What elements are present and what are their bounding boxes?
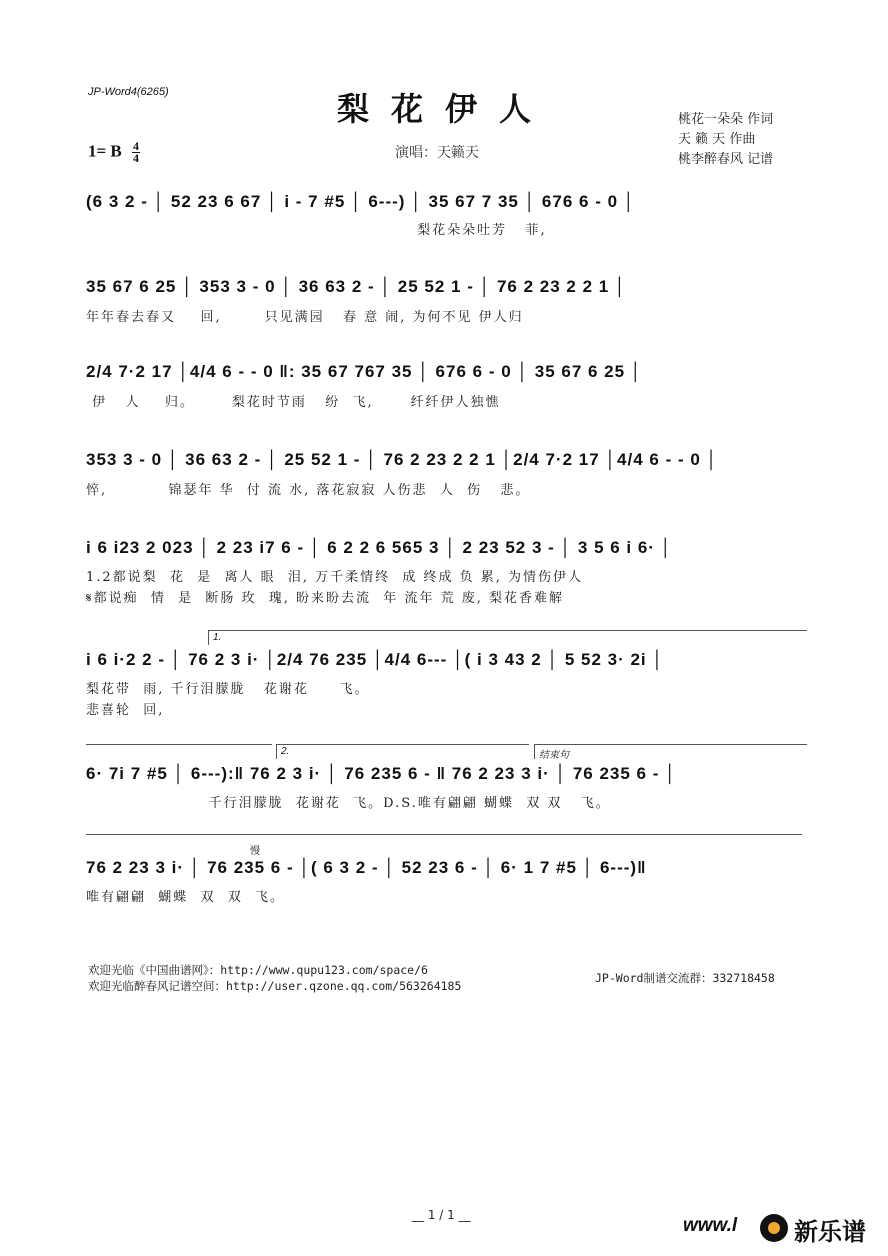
notation: 6· 7i 7 #5 │ 6---):‖ 76 2 3 i· │ 76 235 6 - ‖ 76 2 23 3 i· │ 76 235 6 - │	[86, 764, 677, 783]
vinyl-record-icon	[760, 1214, 788, 1242]
ending-label: 结束句	[539, 750, 569, 761]
volta-label: 1.	[213, 632, 222, 643]
lyric-line: 梨花朵朵吐芳 菲,	[86, 223, 547, 238]
song-title: 梨花伊人	[336, 90, 553, 128]
key-signature	[88, 141, 140, 164]
lyric-line-2: 𝄋都说痴 情 是 断肠 玫 瑰, 盼来盼去流 年 流年 荒 废, 梨花香难解	[86, 591, 564, 606]
lyricist: 桃花一朵朵 作词	[678, 112, 774, 127]
lyric-line: 年年春去春又 回, 只见满园 春 意 闹, 为何不见 伊人归	[86, 310, 524, 325]
page-number: __ 1 / 1 __	[412, 1208, 471, 1222]
credits	[678, 110, 773, 170]
volta-bracket-1	[208, 630, 807, 645]
lyric-line-1: 1.2都说梨 花 是 离人 眼 泪, 万千柔情终 成 终成 负 累, 为情伤伊人	[86, 570, 584, 585]
brand-url: www.l	[683, 1215, 738, 1236]
lyric-line: 唯有翩翩 蝴蝶 双 双 飞。	[86, 890, 286, 905]
time-sig-top: 4	[133, 139, 140, 153]
composer: 天 籁 天 作曲	[678, 132, 756, 147]
qq-group: JP-Word制谱交流群：332718458	[595, 971, 775, 985]
time-signature	[132, 141, 140, 164]
volta-bracket-2	[276, 744, 529, 759]
lyric-line: 伊 人 归。 梨花时节雨 纷 飞, 纤纤伊人独憔	[86, 395, 501, 410]
ending-bracket	[534, 744, 807, 759]
notation: i 6 i·2 2 - │ 76 2 3 i· │2/4 76 235 │4/4 6--- │( i 3 43 2 │ 5 52 3· 2i │	[86, 650, 664, 669]
key-text: 1= B	[88, 141, 122, 161]
ending-continuation	[86, 834, 802, 835]
singer: 演唱：天籁天	[395, 145, 479, 161]
notation: 76 2 23 3 i· │ 76 235 6 - │( 6 3 2 - │ 52 23 6 - │ 6· 1 7 #5 │ 6---)‖	[86, 858, 647, 877]
lyric-line: 千行泪朦胧 花谢花 飞。D.S.唯有翩翩 蝴蝶 双 双 飞。	[86, 796, 611, 811]
brand-name: 新乐谱	[794, 1218, 866, 1246]
notation: 353 3 - 0 │ 36 63 2 - │ 25 52 1 - │ 76 2 23 2 2 1 │2/4 7·2 17 │4/4 6 - - 0 │	[86, 450, 719, 469]
footer-link-qupu[interactable]: 欢迎光临《中国曲谱网》：http://www.qupu123.com/space/6	[88, 963, 428, 977]
time-sig-bottom: 4	[133, 151, 140, 165]
volta-label: 2.	[281, 746, 290, 757]
tempo-mark: 慢	[250, 846, 260, 857]
software-label: JP-Word4(6265)	[88, 86, 169, 98]
footer-link-qzone[interactable]: 欢迎光临醉春风记谱空间：http://user.qzone.qq.com/563264185	[88, 979, 462, 993]
volta-continuation	[86, 744, 272, 745]
lyric-line: 悴, 锦瑟年 华 付 流 水, 落花寂寂 人伤悲 人 伤 悲。	[86, 483, 531, 498]
lyric-line-2: 悲喜轮 回,	[86, 703, 165, 718]
transcriber: 桃李醉春风 记谱	[678, 152, 774, 167]
notation: (6 3 2 - │ 52 23 6 67 │ i - 7 #5 │ 6---) │ 35 67 7 35 │ 676 6 - 0 │	[86, 192, 636, 211]
lyric-line-1: 梨花带 雨, 千行泪朦胧 花谢花 飞。	[86, 682, 370, 697]
notation: i 6 i23 2 023 │ 2 23 i7 6 - │ 6 2 2 6 565 3 │ 2 23 52 3 - │ 3 5 6 i 6· │	[86, 538, 673, 557]
footer-links	[88, 962, 461, 994]
notation: 35 67 6 25 │ 353 3 - 0 │ 36 63 2 - │ 25 52 1 - │ 76 2 23 2 2 1 │	[86, 277, 627, 296]
notation: 2/4 7·2 17 │4/4 6 - - 0 ‖: 35 67 767 35 │ 676 6 - 0 │ 35 67 6 25 │	[86, 362, 643, 381]
